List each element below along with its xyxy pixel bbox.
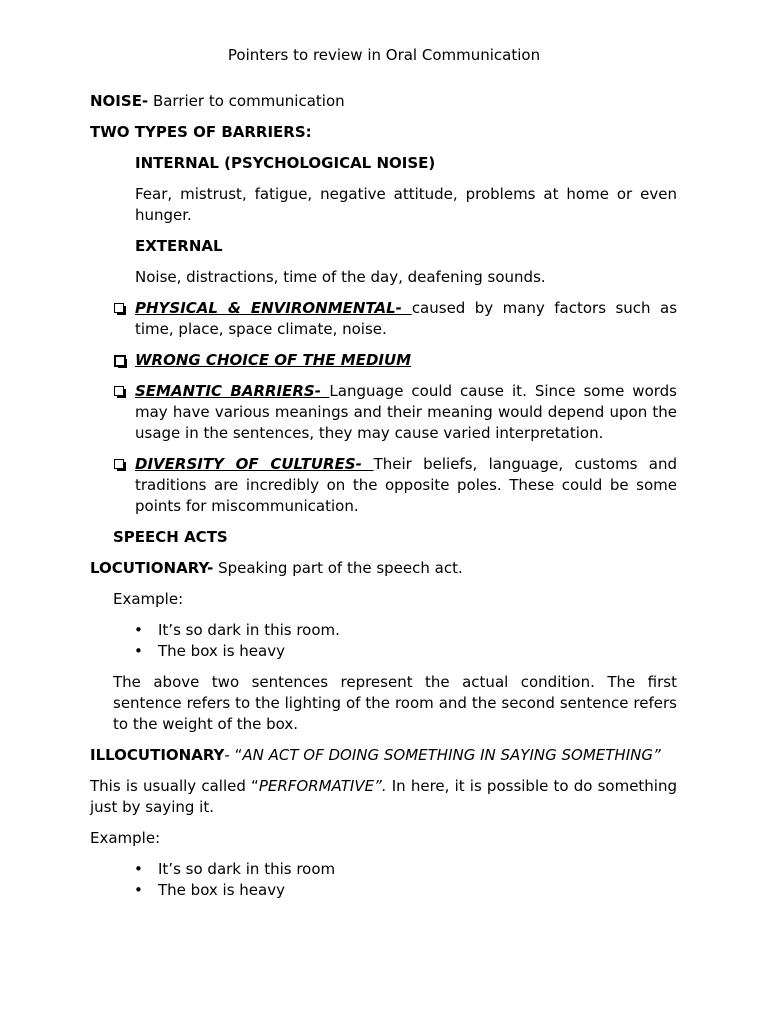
performative-post: In here, it is possible to do something just by saying it. <box>90 777 678 816</box>
external-text: Noise, distractions, time of the day, deafening sounds. <box>135 268 546 286</box>
illocutionary-example-label: Example: <box>90 829 161 847</box>
noise-definition <box>90 91 677 112</box>
checkbox-bullet-icon <box>114 303 124 313</box>
barrier-term: SEMANTIC BARRIERS- <box>135 382 330 400</box>
checkbox-bullet-icon <box>114 386 124 396</box>
checkbox-bullet-icon <box>114 459 124 469</box>
example-text: The box is heavy <box>158 642 285 660</box>
list-item <box>90 880 677 901</box>
barrier-item-cultures <box>90 454 677 517</box>
barrier-item-physical <box>90 298 677 340</box>
barrier-text: Language could cause it. Since some words may have various meanings and their meaning would depend upon the usage in the sentences, they may cause varied interpretation. <box>135 382 677 442</box>
illocutionary-term: ILLOCUTIONARY <box>90 746 225 764</box>
document-body <box>90 91 677 911</box>
illocutionary-definition <box>90 745 677 766</box>
speech-acts-heading: SPEECH ACTS <box>113 528 228 546</box>
illocutionary-quote: AN ACT OF DOING SOMETHING IN SAYING SOMETHING” <box>242 746 661 764</box>
list-item <box>90 620 677 641</box>
locutionary-definition <box>90 558 677 579</box>
locutionary-explanation: The above two sentences represent the actual condition. The first sentence refers to the lighting of the room and the second sentence refers to the weight of the box. <box>113 673 677 733</box>
internal-heading: INTERNAL (PSYCHOLOGICAL NOISE) <box>135 154 436 172</box>
locutionary-term: LOCUTIONARY- <box>90 559 214 577</box>
bullet-icon: • <box>134 881 143 899</box>
checkbox-bullet-icon <box>114 355 126 367</box>
bullet-icon: • <box>134 642 143 660</box>
barrier-text: Their beliefs, language, customs and traditions are incredibly on the opposite poles. These could be some points for miscommunication. <box>135 455 677 515</box>
page-title: Pointers to review in Oral Communication <box>227 46 541 64</box>
barrier-item-semantic <box>90 381 677 444</box>
locutionary-def: Speaking part of the speech act. <box>213 559 463 577</box>
barrier-term: DIVERSITY OF CULTURES- <box>135 455 374 473</box>
performative-pre: This is usually called “ <box>90 777 259 795</box>
locutionary-example-label: Example: <box>113 590 184 608</box>
two-types-heading: TWO TYPES OF BARRIERS: <box>90 123 312 141</box>
noise-term: NOISE- <box>90 92 149 110</box>
illocutionary-examples <box>90 859 677 901</box>
barrier-term: WRONG CHOICE OF THE MEDIUM <box>135 351 412 369</box>
barrier-text: caused by many factors such as time, place, space climate, noise. <box>135 299 678 338</box>
bullet-icon: • <box>134 621 143 639</box>
internal-text: Fear, mistrust, fatigue, negative attitude, problems at home or even hunger. <box>135 185 677 224</box>
performative-text <box>90 776 677 818</box>
example-text: It’s so dark in this room. <box>158 621 340 639</box>
illocutionary-dash: - “ <box>224 746 243 764</box>
performative-em: PERFORMATIVE”. <box>258 777 387 795</box>
barrier-item-medium <box>90 350 677 371</box>
barrier-term: PHYSICAL & ENVIRONMENTAL- <box>135 299 412 317</box>
bullet-icon: • <box>134 860 143 878</box>
example-text: It’s so dark in this room <box>158 860 336 878</box>
locutionary-examples <box>90 620 677 662</box>
external-heading: EXTERNAL <box>135 237 223 255</box>
list-item <box>90 859 677 880</box>
example-text: The box is heavy <box>158 881 285 899</box>
noise-def: Barrier to communication <box>148 92 345 110</box>
list-item <box>90 641 677 662</box>
